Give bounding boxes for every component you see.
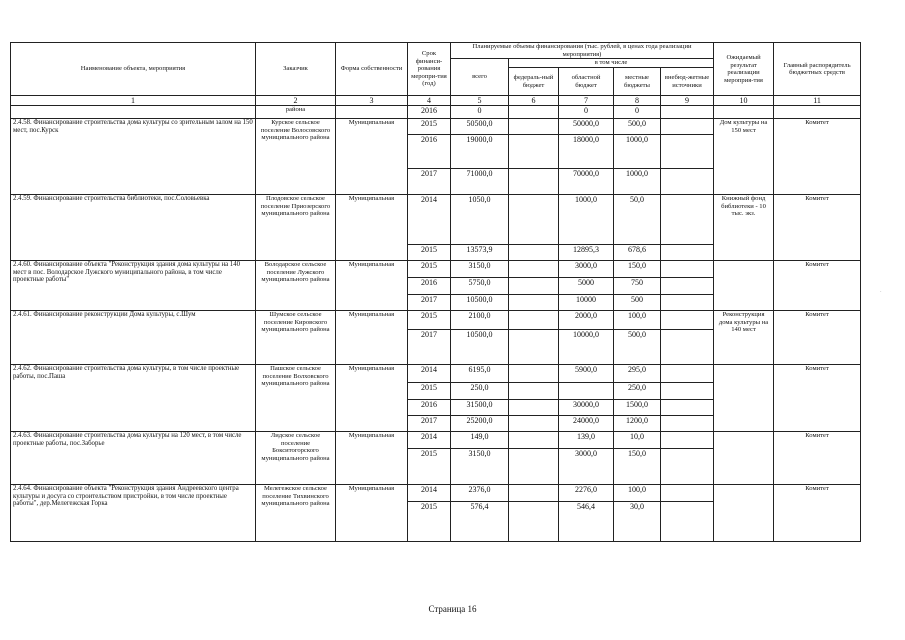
object-manager: Комитет (774, 432, 861, 485)
object-manager: Комитет (774, 261, 861, 311)
total-cell: 19000,0 (451, 135, 509, 169)
federal-cell (509, 261, 559, 278)
column-number-3: 3 (336, 96, 408, 106)
header-name: Наименование объекта, мероприятия (11, 43, 256, 96)
regional-cell: 3000,0 (559, 449, 614, 485)
federal-cell (509, 278, 559, 295)
object-result: Реконструкция дома культуры на 140 мест (714, 311, 774, 365)
object-result (714, 485, 774, 542)
table-row (11, 311, 861, 330)
year-cell: 2017 (408, 330, 451, 365)
table-row (11, 365, 861, 383)
carry-ownership (336, 106, 408, 119)
local-cell: 10,0 (614, 432, 661, 449)
local-cell: 678,6 (614, 245, 661, 261)
extra-cell (661, 295, 714, 311)
object-result: Книжный фонд библиотеки - 10 тыс. экз. (714, 195, 774, 261)
table-row (11, 195, 861, 245)
object-manager: Комитет (774, 119, 861, 195)
object-name: 2.4.62. Финансирование строительства дома культуры, в том числе проектные работы, пос.Паша (11, 365, 256, 432)
total-cell: 5750,0 (451, 278, 509, 295)
column-number-1: 1 (11, 96, 256, 106)
extra-cell (661, 365, 714, 383)
federal-cell (509, 119, 559, 135)
year-cell: 2015 (408, 383, 451, 400)
regional-cell: 50000,0 (559, 119, 614, 135)
object-ownership: Муниципальная (336, 365, 408, 432)
local-cell: 1000,0 (614, 169, 661, 195)
extra-cell (661, 330, 714, 365)
header-total: всего (451, 59, 509, 96)
total-cell: 50500,0 (451, 119, 509, 135)
object-manager: Комитет (774, 195, 861, 261)
carry-extra (661, 106, 714, 119)
total-cell: 1050,0 (451, 195, 509, 245)
extra-cell (661, 311, 714, 330)
object-manager: Комитет (774, 485, 861, 542)
local-cell: 30,0 (614, 502, 661, 542)
federal-cell (509, 311, 559, 330)
object-name: 2.4.61. Финансирование реконструкции Дома культуры, с.Шум (11, 311, 256, 365)
column-number-8: 8 (614, 96, 661, 106)
total-cell: 3150,0 (451, 449, 509, 485)
federal-cell (509, 485, 559, 502)
header-extra: внебюд-жетные источники (661, 68, 714, 96)
total-cell: 3150,0 (451, 261, 509, 278)
object-customer: Плодовское сельское поселение Приозерского муниципального района (256, 195, 336, 261)
extra-cell (661, 169, 714, 195)
federal-cell (509, 502, 559, 542)
local-cell: 100,0 (614, 311, 661, 330)
total-cell: 25200,0 (451, 416, 509, 432)
column-number-2: 2 (256, 96, 336, 106)
local-cell: 1000,0 (614, 135, 661, 169)
header-regional: областной бюджет (559, 68, 614, 96)
carry-name (11, 106, 256, 119)
local-cell: 50,0 (614, 195, 661, 245)
local-cell: 500,0 (614, 119, 661, 135)
regional-cell: 10000,0 (559, 330, 614, 365)
extra-cell (661, 432, 714, 449)
total-cell: 10500,0 (451, 295, 509, 311)
regional-cell: 1000,0 (559, 195, 614, 245)
extra-cell (661, 195, 714, 245)
local-cell: 250,0 (614, 383, 661, 400)
extra-cell (661, 119, 714, 135)
year-cell: 2014 (408, 195, 451, 245)
table-body (11, 43, 861, 542)
regional-cell: 2000,0 (559, 311, 614, 330)
local-cell: 500,0 (614, 330, 661, 365)
object-result (714, 365, 774, 432)
object-customer: Володарское сельское поселение Лужского муниципального района (256, 261, 336, 311)
extra-cell (661, 261, 714, 278)
regional-cell: 12895,3 (559, 245, 614, 261)
federal-cell (509, 295, 559, 311)
header-term: Срок финанси-рования меропри-тия (год) (408, 43, 451, 96)
year-cell: 2015 (408, 261, 451, 278)
object-ownership: Муниципальная (336, 195, 408, 261)
federal-cell (509, 195, 559, 245)
year-cell: 2015 (408, 502, 451, 542)
header-federal: федераль-ный бюджет (509, 68, 559, 96)
header-manager: Главный распорядитель бюджетных средств (774, 43, 861, 96)
object-name: 2.4.59. Финансирование строительства библиотеки, пос.Соловьевка (11, 195, 256, 261)
column-number-row (11, 96, 861, 106)
total-cell: 149,0 (451, 432, 509, 449)
year-cell: 2015 (408, 245, 451, 261)
federal-cell (509, 383, 559, 400)
local-cell: 100,0 (614, 485, 661, 502)
regional-cell: 139,0 (559, 432, 614, 449)
total-cell: 2376,0 (451, 485, 509, 502)
column-number-11: 11 (774, 96, 861, 106)
year-cell: 2017 (408, 416, 451, 432)
object-customer: Пашское сельское поселение Волховского муниципального района (256, 365, 336, 432)
object-manager: Комитет (774, 311, 861, 365)
total-cell: 71000,0 (451, 169, 509, 195)
carry-total: 0 (451, 106, 509, 119)
carry-customer: района (256, 106, 336, 119)
extra-cell (661, 245, 714, 261)
header-ownership: Форма собственности (336, 43, 408, 96)
object-customer: Курское сельское поселение Волосовского муниципального района (256, 119, 336, 195)
regional-cell: 3000,0 (559, 261, 614, 278)
object-ownership: Муниципальная (336, 485, 408, 542)
header-result: Ожидаемый результат реализации мероприя-тия (714, 43, 774, 96)
federal-cell (509, 169, 559, 195)
carry-year: 2016 (408, 106, 451, 119)
object-ownership: Муниципальная (336, 119, 408, 195)
extra-cell (661, 416, 714, 432)
regional-cell: 24000,0 (559, 416, 614, 432)
extra-cell (661, 449, 714, 485)
object-name: 2.4.64. Финансирование объекта "Реконструкция здания Андреевского центра культуры и досуга со строительством пристройки, в том числе проектные работы", дер.Мелегежская Горка (11, 485, 256, 542)
object-name: 2.4.60. Финансирование объекта "Реконструкция здания дома культуры на 140 мест в пос. Володарское Лужского муниципального района, в том числе проектные работы" (11, 261, 256, 311)
column-number-7: 7 (559, 96, 614, 106)
regional-cell: 5900,0 (559, 365, 614, 383)
carry-federal (509, 106, 559, 119)
header-planned: Планируемые объемы финансирования (тыс. рублей, в ценах года реализации мероприятия) (451, 43, 714, 59)
local-cell: 750 (614, 278, 661, 295)
local-cell: 1200,0 (614, 416, 661, 432)
column-number-9: 9 (661, 96, 714, 106)
extra-cell (661, 278, 714, 295)
object-result (714, 261, 774, 311)
regional-cell: 70000,0 (559, 169, 614, 195)
local-cell: 295,0 (614, 365, 661, 383)
header-local: местные бюджеты (614, 68, 661, 96)
local-cell: 150,0 (614, 261, 661, 278)
federal-cell (509, 416, 559, 432)
carry-result (714, 106, 774, 119)
object-result: Дом культуры на 150 мест (714, 119, 774, 195)
year-cell: 2015 (408, 449, 451, 485)
table-row (11, 119, 861, 135)
extra-cell (661, 485, 714, 502)
carry-row (11, 106, 861, 119)
total-cell: 2100,0 (451, 311, 509, 330)
year-cell: 2017 (408, 169, 451, 195)
federal-cell (509, 330, 559, 365)
local-cell: 1500,0 (614, 400, 661, 416)
table-row (11, 485, 861, 502)
object-ownership: Муниципальная (336, 432, 408, 485)
extra-cell (661, 135, 714, 169)
regional-cell (559, 383, 614, 400)
total-cell: 576,4 (451, 502, 509, 542)
total-cell: 31500,0 (451, 400, 509, 416)
federal-cell (509, 432, 559, 449)
object-result (714, 432, 774, 485)
table-row (11, 261, 861, 278)
year-cell: 2014 (408, 485, 451, 502)
total-cell: 13573,9 (451, 245, 509, 261)
object-customer: Шумское сельское поселение Кировского муниципального района (256, 311, 336, 365)
extra-cell (661, 383, 714, 400)
year-cell: 2016 (408, 278, 451, 295)
page-number: Страница 16 (428, 604, 477, 614)
local-cell: 500 (614, 295, 661, 311)
regional-cell: 30000,0 (559, 400, 614, 416)
local-cell: 150,0 (614, 449, 661, 485)
header-including: в том числе (509, 59, 714, 68)
year-cell: 2016 (408, 400, 451, 416)
object-name: 2.4.58. Финансирование строительства дома культуры со зрительным залом на 150 мест, пос.Курск (11, 119, 256, 195)
federal-cell (509, 400, 559, 416)
object-ownership: Муниципальная (336, 311, 408, 365)
federal-cell (509, 245, 559, 261)
carry-manager (774, 106, 861, 119)
financing-table (10, 42, 861, 542)
total-cell: 6195,0 (451, 365, 509, 383)
regional-cell: 10000 (559, 295, 614, 311)
carry-regional: 0 (559, 106, 614, 119)
column-number-4: 4 (408, 96, 451, 106)
header-customer: Заказчик (256, 43, 336, 96)
regional-cell: 546,4 (559, 502, 614, 542)
total-cell: 250,0 (451, 383, 509, 400)
year-cell: 2015 (408, 119, 451, 135)
year-cell: 2017 (408, 295, 451, 311)
object-customer: Лидское сельское поселение Бокситогорского муниципального района (256, 432, 336, 485)
object-manager: Комитет (774, 365, 861, 432)
object-customer: Мелегежское сельское поселение Тихвинского муниципального района (256, 485, 336, 542)
regional-cell: 18000,0 (559, 135, 614, 169)
year-cell: 2014 (408, 432, 451, 449)
column-number-6: 6 (509, 96, 559, 106)
total-cell: 10500,0 (451, 330, 509, 365)
column-number-10: 10 (714, 96, 774, 106)
extra-cell (661, 400, 714, 416)
regional-cell: 5000 (559, 278, 614, 295)
table-row (11, 432, 861, 449)
carry-local: 0 (614, 106, 661, 119)
regional-cell: 2276,0 (559, 485, 614, 502)
federal-cell (509, 135, 559, 169)
object-name: 2.4.63. Финансирование строительства дома культуры на 120 мест, в том числе проектные работы, пос.Заборье (11, 432, 256, 485)
year-cell: 2015 (408, 311, 451, 330)
federal-cell (509, 449, 559, 485)
scan-mark: · (880, 290, 882, 295)
year-cell: 2014 (408, 365, 451, 383)
federal-cell (509, 365, 559, 383)
object-ownership: Муниципальная (336, 261, 408, 311)
extra-cell (661, 502, 714, 542)
column-number-5: 5 (451, 96, 509, 106)
year-cell: 2016 (408, 135, 451, 169)
